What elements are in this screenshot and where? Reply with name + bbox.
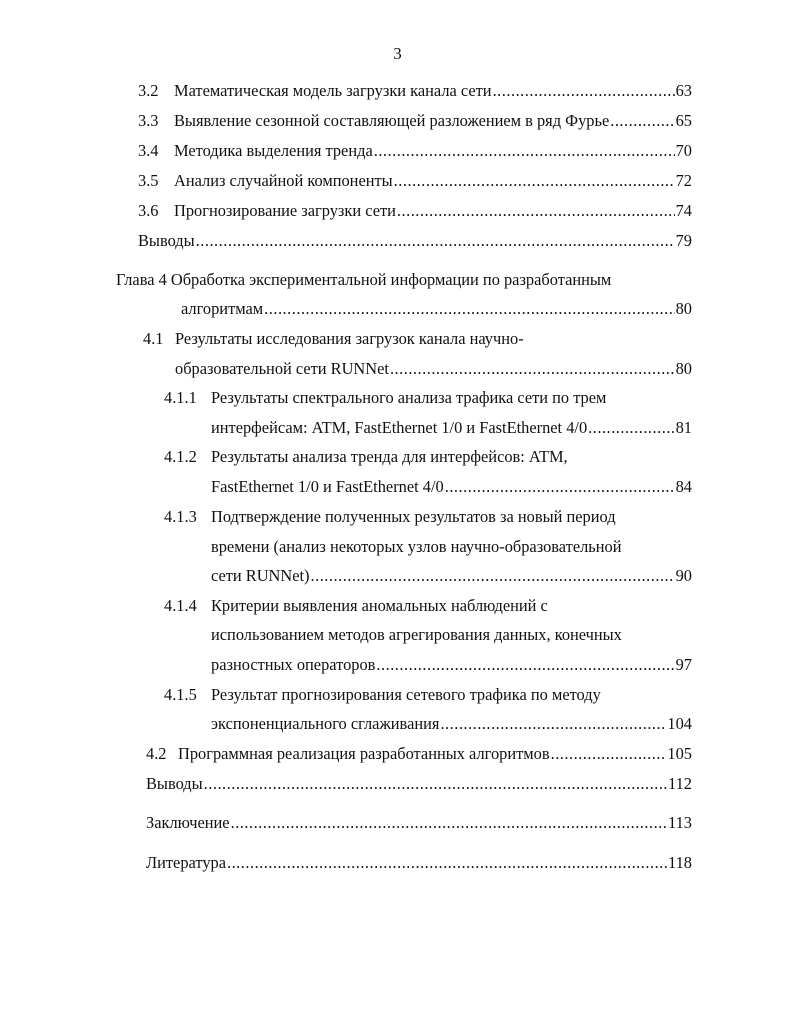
section-number: 3.2 xyxy=(138,81,159,100)
toc-entry-3-2[interactable] xyxy=(138,80,692,102)
section-title: Выводы xyxy=(138,231,195,250)
section-title: Методика выделения тренда xyxy=(174,141,373,160)
section-title: Результаты исследования загрузок канала научно- xyxy=(175,329,524,348)
toc-entry-conclusions-ch4[interactable] xyxy=(146,773,692,795)
page-ref: 72 xyxy=(675,171,692,190)
leader-dots xyxy=(397,200,675,222)
section-number: 3.4 xyxy=(138,141,159,160)
page-number: 3 xyxy=(393,44,402,63)
section-title-cont: интерфейсам: ATM, FastEthernet 1/0 и FastEthernet 4/0 xyxy=(211,418,588,437)
leader-dots xyxy=(204,773,667,795)
page-ref: 81 xyxy=(675,418,692,437)
page-ref: 113 xyxy=(668,813,692,832)
toc-entry-4-1-2[interactable] xyxy=(211,476,692,498)
section-number: 4.1.3 xyxy=(164,507,197,526)
section-4-1-3-line1[interactable] xyxy=(164,506,616,528)
section-title: Прогнозирование загрузки сети xyxy=(174,201,396,220)
page-ref: 63 xyxy=(675,81,692,100)
toc-entry-4-1-4[interactable] xyxy=(211,654,692,676)
section-number: 4.1.4 xyxy=(164,596,197,615)
section-title: Критерии выявления аномальных наблюдений с xyxy=(211,596,548,615)
section-4-1-4-line2[interactable]: использованием методов агрегирования данных, конечных xyxy=(211,625,622,644)
section-number: 3.6 xyxy=(138,201,159,220)
leader-dots xyxy=(551,743,667,765)
section-title: Заключение xyxy=(146,813,230,832)
toc-entry-literature[interactable] xyxy=(146,852,692,874)
toc-entry-4-1-1[interactable] xyxy=(211,417,692,439)
section-title: Подтверждение полученных результатов за новый период xyxy=(211,507,616,526)
section-title-cont: разностных операторов xyxy=(211,655,376,674)
section-number: 4.1.2 xyxy=(164,447,197,466)
page-ref: 65 xyxy=(675,111,692,130)
section-number: 3.3 xyxy=(138,111,159,130)
leader-dots xyxy=(374,140,675,162)
section-number: 4.1.5 xyxy=(164,685,197,704)
leader-dots xyxy=(227,852,667,874)
toc-entry-3-3[interactable] xyxy=(138,110,692,132)
section-title-cont: образовательной сети RUNNet xyxy=(175,359,389,378)
section-title: Анализ случайной компоненты xyxy=(174,171,393,190)
page-ref: 80 xyxy=(675,299,692,318)
section-title-cont: сети RUNNet) xyxy=(211,566,310,585)
page-ref: 84 xyxy=(675,477,692,496)
section-title: Математическая модель загрузки канала сети xyxy=(174,81,492,100)
section-number: 4.2 xyxy=(146,744,167,763)
leader-dots xyxy=(264,298,674,320)
section-title: Результаты спектрального анализа трафика сети по трем xyxy=(211,388,607,407)
section-number: 3.5 xyxy=(138,171,159,190)
page-ref: 80 xyxy=(675,359,692,378)
section-title: алгоритмам xyxy=(181,299,264,318)
page-ref: 118 xyxy=(668,853,692,872)
toc-entry-3-6[interactable] xyxy=(138,200,692,222)
leader-dots xyxy=(390,358,675,380)
page-ref: 104 xyxy=(667,714,692,733)
toc-entry-chapter-4[interactable] xyxy=(181,298,692,320)
page-ref: 105 xyxy=(667,744,692,763)
leader-dots xyxy=(493,80,675,102)
section-title: Выявление сезонной составляющей разложением в ряд Фурье xyxy=(174,111,610,130)
section-title: Программная реализация разработанных алгоритмов xyxy=(178,744,550,763)
toc-entry-4-1-5[interactable] xyxy=(211,713,692,735)
leader-dots xyxy=(445,476,675,498)
toc-entry-3-4[interactable] xyxy=(138,140,692,162)
page-ref: 70 xyxy=(675,141,692,160)
page-ref: 90 xyxy=(675,566,692,585)
section-title-cont: FastEthernet 1/0 и FastEthernet 4/0 xyxy=(211,477,444,496)
page-ref: 112 xyxy=(668,774,692,793)
toc-entry-conclusion[interactable] xyxy=(146,812,692,834)
section-4-1-2-line1[interactable] xyxy=(164,446,568,468)
leader-dots xyxy=(394,170,675,192)
leader-dots xyxy=(311,565,675,587)
toc-entry-conclusions-ch3[interactable] xyxy=(138,230,692,252)
toc-entry-4-1-3[interactable] xyxy=(211,565,692,587)
section-title: Результат прогнозирования сетевого трафика по методу xyxy=(211,685,601,704)
toc-entry-3-5[interactable] xyxy=(138,170,692,192)
page-ref: 79 xyxy=(675,231,692,250)
section-4-1-4-line1[interactable] xyxy=(164,595,548,617)
leader-dots xyxy=(376,654,674,676)
leader-dots xyxy=(196,230,675,252)
chapter-4-title-line1[interactable]: Глава 4 Обработка экспериментальной информации по разработанным xyxy=(116,270,612,289)
section-title: Выводы xyxy=(146,774,203,793)
section-4-1-3-line2[interactable]: времени (анализ некоторых узлов научно-образовательной xyxy=(211,537,622,556)
page-ref: 97 xyxy=(675,655,692,674)
leader-dots xyxy=(610,110,674,132)
toc-entry-4-1[interactable] xyxy=(175,358,692,380)
section-4-1-1-line1[interactable] xyxy=(164,387,606,409)
leader-dots xyxy=(440,713,666,735)
section-4-1-5-line1[interactable] xyxy=(164,684,601,706)
section-title-cont: экспоненциального сглаживания xyxy=(211,714,440,733)
page-ref: 74 xyxy=(675,201,692,220)
toc-entry-4-2[interactable] xyxy=(146,743,692,765)
section-number: 4.1 xyxy=(143,329,164,348)
section-title: Результаты анализа тренда для интерфейсов: ATM, xyxy=(211,447,568,466)
section-number: 4.1.1 xyxy=(164,388,197,407)
leader-dots xyxy=(231,812,667,834)
section-4-1-line1[interactable] xyxy=(143,328,524,350)
section-title: Литература xyxy=(146,853,226,872)
leader-dots xyxy=(588,417,674,439)
